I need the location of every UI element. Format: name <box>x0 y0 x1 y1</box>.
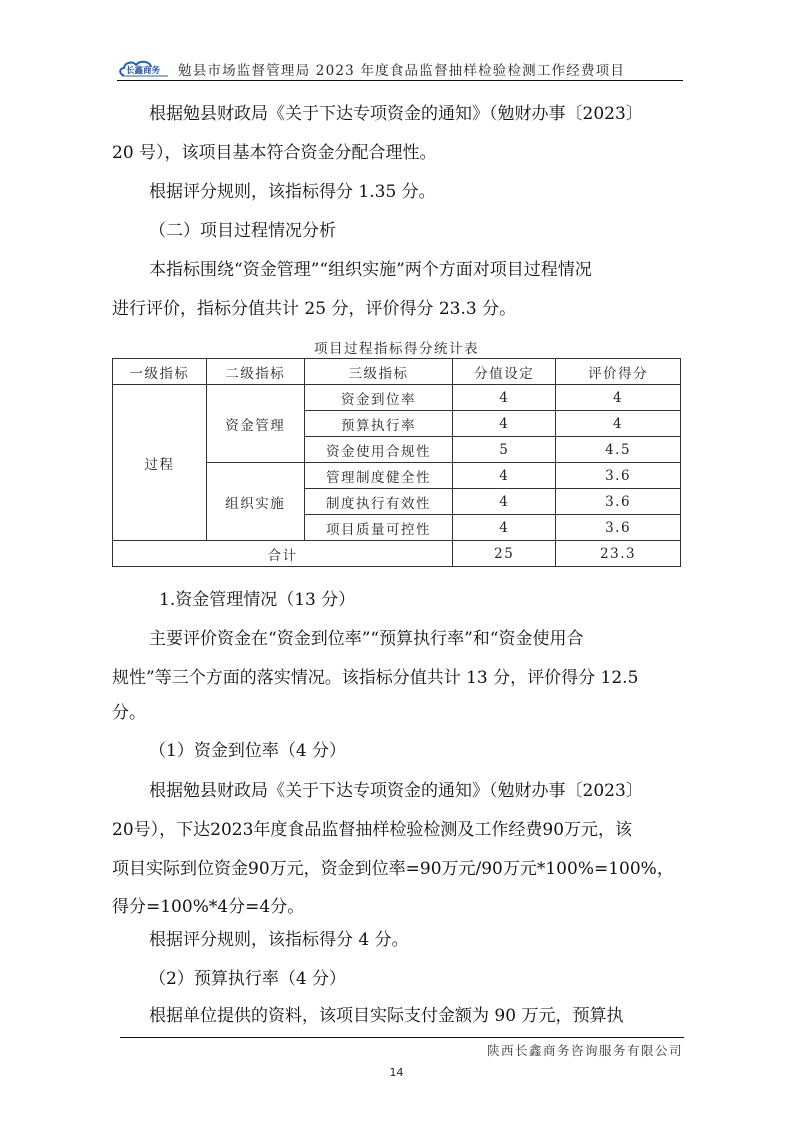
paragraph: 根据勉县财政局《关于下达专项资金的通知》（勉财办事〔2023〕 <box>149 781 643 801</box>
column-header: 评价得分 <box>556 359 681 385</box>
score-cell: 3.6 <box>556 489 681 515</box>
score-cell: 4 <box>556 411 681 437</box>
paragraph: 规性”等三个方面的落实情况。该指标分值共计 13 分，评价得分 12.5 <box>112 668 639 688</box>
column-header: 三级指标 <box>304 359 453 385</box>
score-table <box>112 358 681 567</box>
section-heading: 1.资金管理情况（13 分） <box>159 590 356 610</box>
total-score-set: 25 <box>453 541 556 567</box>
level3-cell: 资金到位率 <box>304 385 453 411</box>
score-cell: 4 <box>556 385 681 411</box>
column-header: 分值设定 <box>453 359 556 385</box>
table-header-row <box>113 359 681 385</box>
level2-cell: 资金管理 <box>206 385 304 463</box>
level1-cell: 过程 <box>113 385 207 541</box>
paragraph: 根据单位提供的资料，该项目实际支付金额为 90 万元，预算执 <box>149 1006 624 1026</box>
level3-cell: 制度执行有效性 <box>304 489 453 515</box>
score-set-cell: 4 <box>453 411 556 437</box>
total-label: 合计 <box>113 541 453 567</box>
logo-text: 长鑫商务 <box>126 66 161 76</box>
paragraph: 本指标围绕“资金管理”“组织实施”两个方面对项目过程情况 <box>149 260 592 280</box>
score-set-cell: 4 <box>453 385 556 411</box>
footer-divider <box>120 1037 684 1038</box>
level3-cell: 资金使用合规性 <box>304 437 453 463</box>
score-cell: 3.6 <box>556 463 681 489</box>
level2-cell: 组织实施 <box>206 463 304 541</box>
table-row <box>113 385 681 411</box>
section-heading: （2）预算执行率（4 分） <box>149 969 347 989</box>
paragraph: 进行评价，指标分值共计 25 分，评价得分 23.3 分。 <box>112 299 517 319</box>
table-caption: 项目过程指标得分统计表 <box>314 341 479 357</box>
score-set-cell: 4 <box>453 489 556 515</box>
score-set-cell: 5 <box>453 437 556 463</box>
paragraph: 分。 <box>112 703 146 723</box>
column-header: 二级指标 <box>206 359 304 385</box>
section-heading: （二）项目过程情况分析 <box>149 221 336 241</box>
column-header: 一级指标 <box>113 359 207 385</box>
section-heading: （1）资金到位率（4 分） <box>149 741 347 761</box>
paragraph: 根据评分规则，该指标得分 4 分。 <box>149 930 409 950</box>
score-cell: 3.6 <box>556 515 681 541</box>
paragraph: 得分=100%*4分=4分。 <box>112 897 305 917</box>
score-cell: 4.5 <box>556 437 681 463</box>
score-set-cell: 4 <box>453 463 556 489</box>
level3-cell: 预算执行率 <box>304 411 453 437</box>
paragraph: 主要评价资金在“资金到位率”“预算执行率”和“资金使用合 <box>149 629 584 649</box>
level3-cell: 项目质量可控性 <box>304 515 453 541</box>
company-logo <box>118 58 170 78</box>
level3-cell: 管理制度健全性 <box>304 463 453 489</box>
table-total-row <box>113 541 681 567</box>
paragraph: 根据评分规则，该指标得分 1.35 分。 <box>149 182 436 202</box>
paragraph: 根据勉县财政局《关于下达专项资金的通知》（勉财办事〔2023〕 <box>149 104 643 124</box>
paragraph: 20 号），该项目基本符合资金分配合理性。 <box>112 143 437 163</box>
footer-company: 陕西长鑫商务咨询服务有限公司 <box>486 1043 683 1058</box>
paragraph: 20号），下达2023年度食品监督抽样检验检测及工作经费90万元，该 <box>112 820 633 840</box>
paragraph: 项目实际到位资金90万元，资金到位率=90万元/90万元*100%=100%， <box>112 859 674 879</box>
score-set-cell: 4 <box>453 515 556 541</box>
header-title: 勉县市场监督管理局 2023 年度食品监督抽样检验检测工作经费项目 <box>178 63 626 79</box>
page-number: 14 <box>389 1066 404 1079</box>
total-score: 23.3 <box>556 541 681 567</box>
header-divider <box>117 80 683 81</box>
